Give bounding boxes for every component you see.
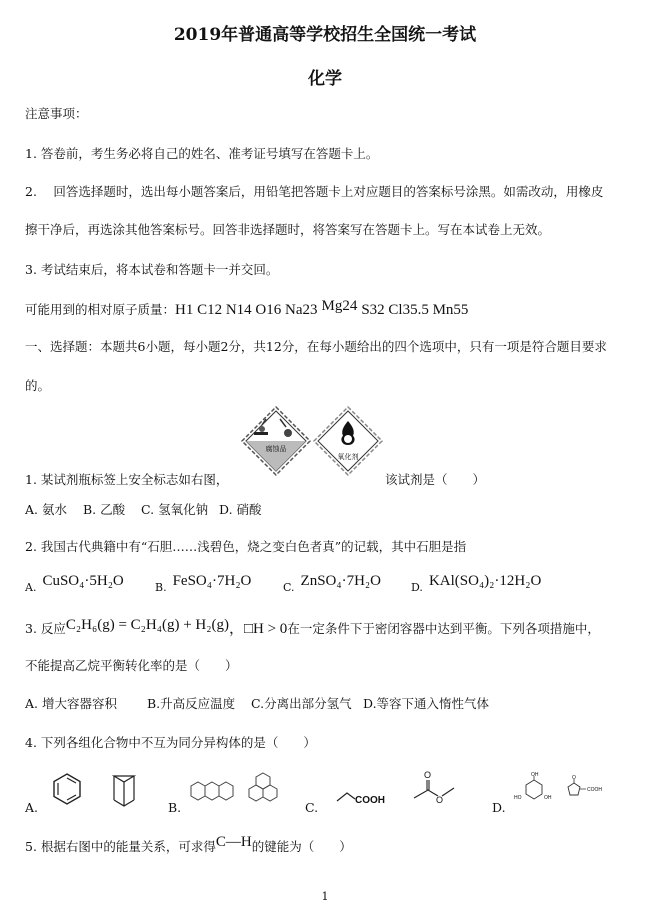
question-2-option-b[interactable]: B. FeSO₄·7H₂O [155, 573, 252, 594]
question-2-option-d[interactable]: D. KAl(SO₄)₂·12H₂O [411, 573, 542, 594]
question-5-stem: 5. 根据右图中的能量关系，可求得C—H的键能为（ ） [25, 834, 352, 854]
oxidizer-sign-icon [312, 405, 384, 477]
enthalpy-condition: ，□H > 0 [228, 621, 288, 637]
question-2-options [25, 573, 541, 594]
methyl-acetate-structure-icon [410, 768, 460, 806]
prismane-structure-icon [110, 772, 138, 808]
notice-heading: 注意事项： [25, 106, 88, 121]
question-3-option-c[interactable]: C.分离出部分氢气 [251, 696, 352, 711]
question-1-option-a[interactable]: A. 氨水 [25, 502, 67, 517]
propanoic-acid-structure-icon [335, 785, 400, 807]
section-1-instructions-cont: 的。 [25, 378, 51, 393]
question-3-option-a[interactable]: A. 增大容器容积 [25, 696, 117, 711]
question-2-option-c[interactable]: C. ZnSO₄·7H₂O [283, 573, 381, 594]
question-3-stem: 3. 反应C₂H₆(g) = C₂H₄(g) + H₂(g)，□H > 0在一定条件下于密闭容器中达到平衡。下列各项措施中， [25, 617, 600, 637]
question-2-stem: 2. 我国古代典籍中有“石胆……浅碧色，烧之变白色者真”的记载，其中石胆是指 [25, 539, 467, 554]
svg-text:O: O [424, 770, 432, 780]
question-3-options [25, 694, 489, 712]
page-number: 1 [321, 890, 329, 903]
question-3-option-b[interactable]: B.升高反应温度 [147, 696, 236, 711]
subject-title: 化学 [308, 69, 342, 89]
question-1-option-d[interactable]: D. 硝酸 [219, 502, 262, 517]
mg-symbol: Mg [321, 298, 343, 314]
section-1-instructions: 一、选择题：本题共6小题，每小题2分，共12分，在每小题给出的四个选项中，只有一项是符合题目要求 [25, 339, 607, 354]
atomic-masses-label: 可能用到的相对原子质量： [25, 302, 176, 317]
notice-item-2-cont: 擦干净后，再选涂其他答案标号。回答非选择题时，将答案写在答题卡上。写在本试卷上无效。 [25, 222, 551, 237]
svg-text:OH: OH [544, 795, 552, 801]
svg-text:O: O [436, 795, 444, 805]
atomic-masses [25, 298, 468, 319]
question-1-option-b[interactable]: B. 乙酸 [83, 502, 126, 517]
svg-text:腐蚀品: 腐蚀品 [265, 445, 287, 453]
anthracene-skeleton-icon [190, 780, 238, 806]
question-4-option-b-label[interactable]: B. [168, 800, 182, 815]
question-4-option-d-label[interactable]: D. [492, 800, 506, 815]
corrosive-sign-icon [240, 405, 312, 477]
question-1-stem-end: 该试剂是（ ） [385, 472, 486, 487]
phloroglucinol-structure-icon [510, 772, 558, 808]
benzene-structure-icon [50, 772, 84, 806]
atomic-masses-rest: S32 Cl35.5 Mn55 [361, 302, 469, 318]
notice-item-1: 1. 答卷前，考生务必将自己的姓名、准考证号填写在答题卡上。 [25, 146, 379, 161]
atomic-masses-values: H1 C12 N14 O16 Na23 [175, 302, 318, 318]
question-1-options [25, 500, 262, 518]
question-1-option-c[interactable]: C. 氢氧化钠 [141, 502, 209, 517]
question-2-option-a[interactable]: A. CuSO₄·5H₂O [25, 573, 124, 594]
mg-value: 24 [342, 298, 358, 314]
question-4-option-a-label[interactable]: A. [25, 800, 39, 815]
svg-text:氧化剂: 氧化剂 [337, 453, 359, 461]
question-3-option-d[interactable]: D.等容下通入惰性气体 [363, 696, 490, 711]
svg-text:COOH: COOH [587, 787, 602, 793]
svg-text:HO: HO [514, 795, 522, 801]
c-h-bond: C—H [215, 834, 252, 850]
question-3-stem-cont: 不能提高乙烷平衡转化率的是（ ） [25, 658, 238, 673]
svg-text:O: O [572, 775, 576, 781]
cyclopentenone-acid-structure-icon [560, 775, 608, 805]
phenalene-skeleton-icon [245, 772, 281, 808]
svg-text:COOH: COOH [355, 795, 385, 806]
exam-title: 2019年普通高等学校招生全国统一考试 [173, 25, 477, 45]
question-4-stem: 4. 下列各组化合物中不互为同分异构体的是（ ） [25, 735, 316, 750]
question-4-option-c-label[interactable]: C. [305, 800, 319, 815]
svg-text:OH: OH [531, 772, 539, 778]
reaction-equation: C₂H₆(g) = C₂H₄(g) + H₂(g) [65, 617, 229, 633]
notice-item-3: 3. 考试结束后，将本试卷和答题卡一并交回。 [25, 262, 279, 277]
notice-item-2: 2. 回答选择题时，选出每小题答案后，用铅笔把答题卡上对应题目的答案标号涂黑。如需改动，用橡皮 [25, 184, 604, 199]
question-1-stem: 1. 某试剂瓶标签上安全标志如右图， [25, 472, 229, 487]
